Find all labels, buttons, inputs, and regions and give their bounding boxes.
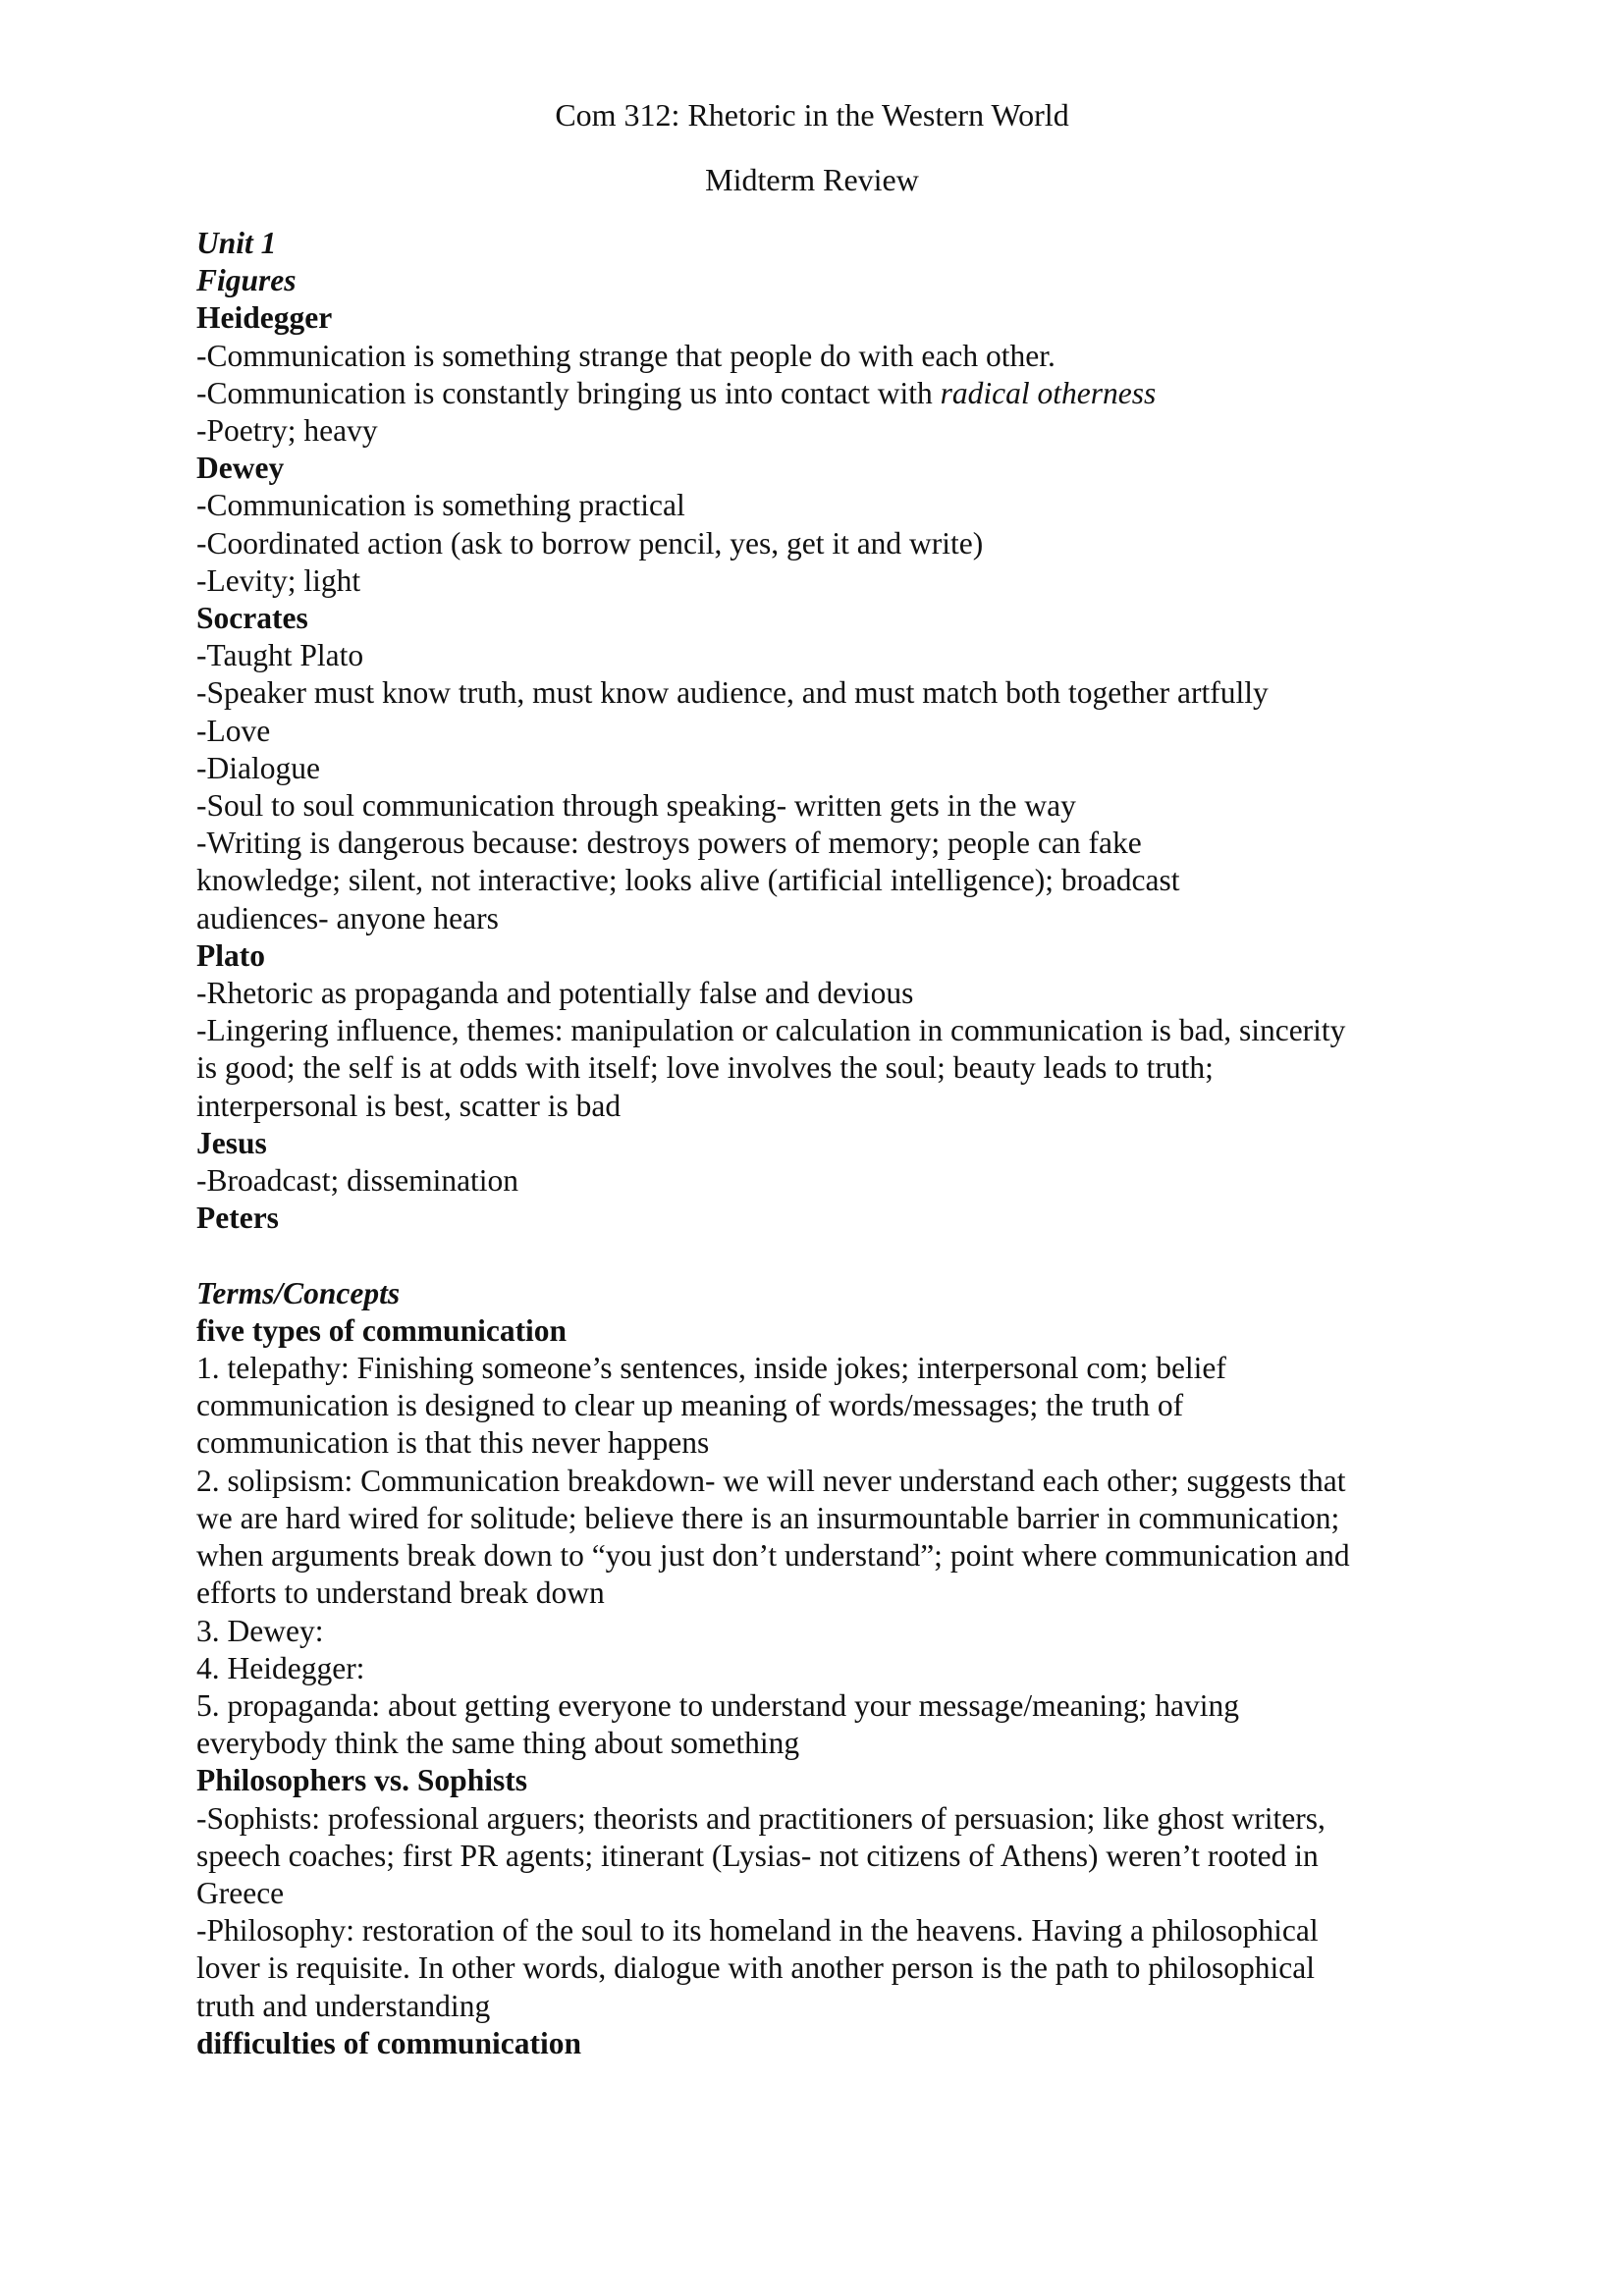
five-types-line-11: everybody think the same thing about something (196, 1726, 800, 1761)
socrates-note-3: -Love (196, 713, 271, 748)
course-title: Com 312: Rhetoric in the Western World (555, 97, 1069, 133)
jesus-note-1: -Broadcast; dissemination (196, 1163, 519, 1199)
heidegger-note-1: -Communication is something strange that people do with each other. (196, 338, 1056, 373)
heidegger-note-2-text: -Communication is constantly bringing us into contact with (196, 375, 941, 410)
philosophers-line-2: speech coaches; first PR agents; itinerant (Lysias- not citizens of Athens) weren’t rooted in (196, 1838, 1319, 1873)
socrates-note-8: audiences- anyone hears (196, 900, 499, 935)
heidegger-note-2-emphasis: radical otherness (940, 375, 1157, 410)
socrates-note-5: -Soul to soul communication through speaking- written gets in the way (196, 788, 1076, 824)
plato-note-4: interpersonal is best, scatter is bad (196, 1088, 622, 1123)
heidegger-note-2 (196, 375, 1434, 412)
figure-heading-plato: Plato (196, 937, 265, 973)
spacer (196, 1237, 1434, 1274)
philosophers-line-3: Greece (196, 1875, 285, 1910)
section-heading-terms: Terms/Concepts (196, 1275, 401, 1310)
term-heading-philosophers-vs-sophists: Philosophers vs. Sophists (196, 1763, 527, 1798)
unit-heading: Unit 1 (196, 226, 277, 260)
term-heading-five-types: five types of communication (196, 1312, 568, 1348)
document-body (196, 225, 1434, 2062)
plato-note-3: is good; the self is at odds with itself; love involves the soul; beauty leads to truth; (196, 1050, 1214, 1086)
term-heading-difficulties: difficulties of communication (196, 2025, 581, 2060)
heidegger-note-3: -Poetry; heavy (196, 413, 378, 449)
five-types-line-6: when arguments break down to “you just don’t understand”; point where communication and (196, 1538, 1350, 1574)
document-title: Midterm Review (705, 162, 919, 197)
dewey-note-2: -Coordinated action (ask to borrow pencil, yes, get it and write) (196, 525, 984, 561)
figure-heading-peters: Peters (196, 1201, 279, 1236)
five-types-line-4: 2. solipsism: Communication breakdown- we will never understand each other; suggests that (196, 1463, 1346, 1498)
five-types-line-3: communication is that this never happens (196, 1425, 710, 1461)
socrates-note-1: -Taught Plato (196, 638, 364, 673)
five-types-line-2: communication is designed to clear up meaning of words/messages; the truth of (196, 1388, 1184, 1423)
socrates-note-2: -Speaker must know truth, must know audience, and must match both together artfully (196, 675, 1269, 711)
philosophers-line-4: -Philosophy: restoration of the soul to its homeland in the heavens. Having a philosophical (196, 1913, 1319, 1949)
section-heading-figures: Figures (196, 263, 297, 298)
figure-heading-heidegger: Heidegger (196, 300, 333, 336)
dewey-note-3: -Levity; light (196, 562, 361, 598)
socrates-note-4: -Dialogue (196, 750, 320, 785)
five-types-line-10: 5. propaganda: about getting everyone to understand your message/meaning; having (196, 1687, 1239, 1723)
five-types-line-9: 4. Heidegger: (196, 1650, 365, 1685)
figure-heading-socrates: Socrates (196, 601, 308, 636)
plato-note-2: -Lingering influence, themes: manipulation or calculation in communication is bad, sincerity (196, 1013, 1346, 1048)
five-types-line-8: 3. Dewey: (196, 1613, 324, 1648)
dewey-note-1: -Communication is something practical (196, 488, 685, 523)
socrates-note-6: -Writing is dangerous because: destroys powers of memory; people can fake (196, 826, 1142, 861)
plato-note-1: -Rhetoric as propaganda and potentially false and devious (196, 976, 914, 1011)
philosophers-line-6: truth and understanding (196, 1988, 491, 2023)
philosophers-line-5: lover is requisite. In other words, dialogue with another person is the path to philosophical (196, 1950, 1316, 1986)
socrates-note-7: knowledge; silent, not interactive; looks alive (artificial intelligence); broadcast (196, 863, 1180, 898)
five-types-line-1: 1. telepathy: Finishing someone’s sentences, inside jokes; interpersonal com; belief (196, 1351, 1226, 1386)
figure-heading-dewey: Dewey (196, 451, 285, 486)
philosophers-line-1: -Sophists: professional arguers; theorists and practitioners of persuasion; like ghost writers, (196, 1800, 1326, 1836)
five-types-line-5: we are hard wired for solitude; believe there is an insurmountable barrier in communication; (196, 1500, 1340, 1535)
figure-heading-jesus: Jesus (196, 1125, 267, 1160)
five-types-line-7: efforts to understand break down (196, 1575, 605, 1611)
